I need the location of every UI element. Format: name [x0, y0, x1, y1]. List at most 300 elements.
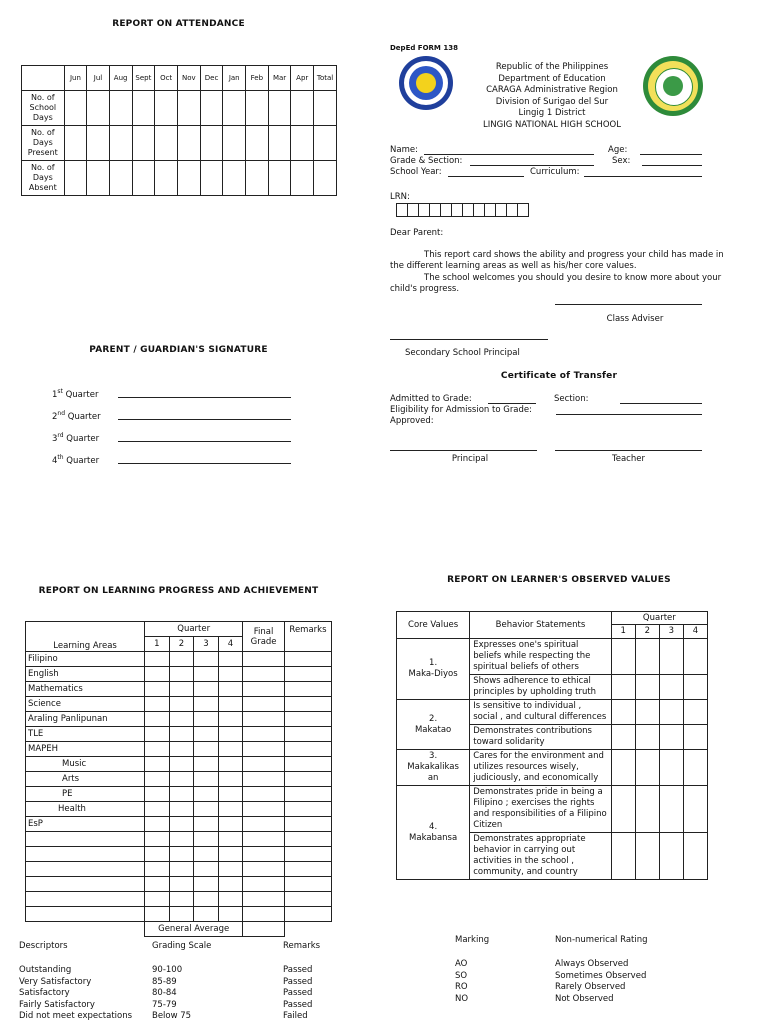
- attendance-cell[interactable]: [109, 126, 132, 161]
- grade-cell[interactable]: [284, 817, 331, 832]
- grade-cell[interactable]: [243, 892, 285, 907]
- quarter-number: 3: [194, 637, 219, 652]
- grade-label: Grade & Section:: [390, 156, 463, 166]
- principal-signature-line[interactable]: [390, 339, 548, 340]
- quarter-header: Quarter: [145, 622, 243, 637]
- rating-cell[interactable]: [659, 725, 683, 750]
- grading-cell: 85-89: [152, 976, 177, 987]
- attendance-cell[interactable]: [177, 91, 200, 126]
- grade-cell[interactable]: [145, 727, 170, 742]
- grade-cell[interactable]: [284, 862, 331, 877]
- spacer: [26, 922, 145, 937]
- rating-cell[interactable]: [611, 786, 635, 833]
- grade-cell[interactable]: [194, 907, 219, 922]
- grade-cell[interactable]: [218, 787, 243, 802]
- attendance-cell[interactable]: [268, 91, 291, 126]
- grade-cell[interactable]: [169, 697, 194, 712]
- month-header: Dec: [200, 66, 223, 91]
- transfer-teacher-label: Teacher: [612, 454, 645, 464]
- grade-cell[interactable]: [194, 787, 219, 802]
- grade-cell[interactable]: [243, 862, 285, 877]
- grading-cell: Passed: [283, 999, 313, 1010]
- grade-cell[interactable]: [194, 862, 219, 877]
- grade-cell[interactable]: [218, 832, 243, 847]
- rating-cell[interactable]: [611, 639, 635, 675]
- lrn-box[interactable]: [517, 203, 529, 217]
- adviser-signature-line[interactable]: [555, 304, 702, 305]
- grade-cell[interactable]: [194, 742, 219, 757]
- grade-cell[interactable]: [145, 697, 170, 712]
- list-item: 1st Quarter: [52, 388, 297, 410]
- grade-cell[interactable]: [145, 772, 170, 787]
- grade-cell[interactable]: [284, 712, 331, 727]
- learning-area-name: [26, 847, 145, 862]
- rating-cell[interactable]: [635, 833, 659, 880]
- grade-cell[interactable]: [169, 802, 194, 817]
- rating-cell[interactable]: [683, 750, 707, 786]
- grade-cell[interactable]: [169, 652, 194, 667]
- list-item: [455, 982, 705, 994]
- sex-field[interactable]: [642, 156, 702, 166]
- grade-cell[interactable]: [169, 742, 194, 757]
- grade-cell[interactable]: [145, 847, 170, 862]
- approved-label: Approved:: [390, 416, 434, 426]
- grade-cell[interactable]: [243, 817, 285, 832]
- grade-cell[interactable]: [284, 877, 331, 892]
- learning-area-name: Mathematics: [26, 682, 145, 697]
- attendance-cell[interactable]: [291, 126, 314, 161]
- grade-cell[interactable]: [284, 667, 331, 682]
- list-item: [19, 1011, 329, 1023]
- sy-field[interactable]: [448, 167, 524, 177]
- rating-cell[interactable]: [683, 700, 707, 725]
- marking-code: RO: [455, 982, 468, 992]
- grade-cell[interactable]: [218, 892, 243, 907]
- attendance-cell[interactable]: [246, 126, 269, 161]
- attendance-cell[interactable]: [132, 161, 155, 196]
- signature-list: [52, 388, 297, 476]
- grade-cell[interactable]: [169, 727, 194, 742]
- admitted-label: Admitted to Grade:: [390, 394, 472, 404]
- behavior-header: Behavior Statements: [470, 612, 611, 639]
- core-value: 1. Maka-Diyos: [397, 639, 470, 700]
- quarter-number: 4: [218, 637, 243, 652]
- attendance-cell[interactable]: [223, 126, 246, 161]
- rating-cell[interactable]: [611, 750, 635, 786]
- rating-cell[interactable]: [683, 639, 707, 675]
- grade-cell[interactable]: [169, 757, 194, 772]
- grading-cell: Outstanding: [19, 965, 72, 975]
- grade-cell[interactable]: [218, 667, 243, 682]
- remarks-header: Remarks: [284, 622, 331, 652]
- name-field[interactable]: [424, 145, 594, 155]
- grade-cell[interactable]: [243, 667, 285, 682]
- learning-area-name: [26, 892, 145, 907]
- header-line: Lingig 1 District: [518, 108, 586, 118]
- rating-cell[interactable]: [683, 675, 707, 700]
- grade-cell[interactable]: [284, 742, 331, 757]
- grade-cell[interactable]: [169, 772, 194, 787]
- attendance-cell[interactable]: [314, 126, 337, 161]
- table-row: [26, 667, 332, 682]
- table-row: [26, 802, 332, 817]
- attendance-cell[interactable]: [87, 126, 110, 161]
- grade-cell[interactable]: [284, 847, 331, 862]
- grade-cell[interactable]: [145, 817, 170, 832]
- attendance-cell[interactable]: [246, 161, 269, 196]
- grade-cell[interactable]: [284, 802, 331, 817]
- behavior-statement: Is sensitive to individual , social , and cultural differences: [470, 700, 611, 725]
- grade-cell[interactable]: [218, 757, 243, 772]
- rating-cell[interactable]: [659, 700, 683, 725]
- grading-header: Remarks: [283, 941, 321, 951]
- core-value: 2. Makatao: [397, 700, 470, 750]
- grade-cell[interactable]: [194, 832, 219, 847]
- quarter-number: 4: [683, 625, 707, 639]
- grade-cell[interactable]: [194, 682, 219, 697]
- grade-cell[interactable]: [194, 802, 219, 817]
- grade-cell[interactable]: [243, 832, 285, 847]
- grade-cell[interactable]: [169, 877, 194, 892]
- grade-cell[interactable]: [218, 817, 243, 832]
- grade-cell[interactable]: [169, 787, 194, 802]
- learning-areas-header: Learning Areas: [26, 622, 145, 652]
- signature-line[interactable]: [118, 432, 291, 442]
- attendance-cell[interactable]: [314, 91, 337, 126]
- grade-cell[interactable]: [243, 802, 285, 817]
- attendance-cell[interactable]: [155, 126, 178, 161]
- letter-paragraph-1: This report card shows the ability and progress your child has made in the different learning areas as well as his/her core values.: [390, 250, 724, 271]
- grade-cell[interactable]: [218, 907, 243, 922]
- rating-cell[interactable]: [611, 833, 635, 880]
- grade-cell[interactable]: [284, 697, 331, 712]
- rating-cell[interactable]: [611, 700, 635, 725]
- attendance-cell[interactable]: [291, 161, 314, 196]
- grade-cell[interactable]: [145, 712, 170, 727]
- rating-cell[interactable]: [635, 700, 659, 725]
- rating-cell[interactable]: [611, 675, 635, 700]
- grade-cell[interactable]: [243, 907, 285, 922]
- grade-cell[interactable]: [218, 802, 243, 817]
- section-field[interactable]: [620, 394, 702, 404]
- attendance-cell[interactable]: [109, 91, 132, 126]
- quarter-number: 1: [611, 625, 635, 639]
- grade-cell[interactable]: [169, 832, 194, 847]
- learning-area-name: Arts: [26, 772, 145, 787]
- table-row: [26, 742, 332, 757]
- grade-cell[interactable]: [243, 727, 285, 742]
- attendance-cell[interactable]: [177, 161, 200, 196]
- form-label: DepEd FORM 138: [390, 44, 458, 52]
- signature-line[interactable]: [118, 388, 291, 398]
- admitted-field[interactable]: [488, 394, 536, 404]
- attendance-cell[interactable]: [64, 91, 87, 126]
- attendance-cell[interactable]: [291, 91, 314, 126]
- table-row: [26, 772, 332, 787]
- month-header: Sept: [132, 66, 155, 91]
- marking-rating: Always Observed: [555, 959, 629, 969]
- learning-area-name: EsP: [26, 817, 145, 832]
- general-average-cell[interactable]: [243, 922, 285, 937]
- learning-area-name: [26, 877, 145, 892]
- progress-table: [25, 621, 332, 937]
- grade-cell[interactable]: [218, 847, 243, 862]
- learning-area-name: Music: [26, 757, 145, 772]
- grading-cell: Very Satisfactory: [19, 976, 92, 987]
- attendance-cell[interactable]: [132, 91, 155, 126]
- rating-cell[interactable]: [659, 833, 683, 880]
- grade-cell[interactable]: [243, 652, 285, 667]
- grade-cell[interactable]: [194, 847, 219, 862]
- month-header: Total: [314, 66, 337, 91]
- rating-cell[interactable]: [635, 639, 659, 675]
- rating-cell[interactable]: [659, 639, 683, 675]
- grade-cell[interactable]: [284, 832, 331, 847]
- grade-cell[interactable]: [218, 652, 243, 667]
- attendance-cell[interactable]: [200, 161, 223, 196]
- attendance-cell[interactable]: [223, 161, 246, 196]
- grade-cell[interactable]: [169, 667, 194, 682]
- behavior-statement: Cares for the environment and utilizes resources wisely, judiciously, and economically: [470, 750, 611, 786]
- behavior-statement: Demonstrates pride in being a Filipino ; exercises the rights and responsibilities of a Filipino Citizen: [470, 786, 611, 833]
- attendance-corner: [22, 66, 65, 91]
- transfer-principal-label: Principal: [451, 454, 489, 464]
- progress-title: REPORT ON LEARNING PROGRESS AND ACHIEVEMENT: [38, 586, 319, 596]
- rating-cell[interactable]: [635, 750, 659, 786]
- attendance-cell[interactable]: [223, 91, 246, 126]
- month-header: Jun: [64, 66, 87, 91]
- lrn-label: LRN:: [390, 192, 410, 202]
- behavior-statement: Demonstrates contributions toward solidarity: [470, 725, 611, 750]
- month-header: Nov: [177, 66, 200, 91]
- grade-cell[interactable]: [169, 682, 194, 697]
- grade-cell[interactable]: [218, 727, 243, 742]
- rating-cell[interactable]: [635, 786, 659, 833]
- month-header: Feb: [246, 66, 269, 91]
- table-row: [26, 817, 332, 832]
- attendance-cell[interactable]: [200, 91, 223, 126]
- marking-code: SO: [455, 970, 468, 981]
- grade-cell[interactable]: [169, 712, 194, 727]
- grade-cell[interactable]: [169, 817, 194, 832]
- grade-cell[interactable]: [218, 862, 243, 877]
- curriculum-field[interactable]: [584, 167, 702, 177]
- grade-cell[interactable]: [194, 727, 219, 742]
- table-row: [26, 757, 332, 772]
- header-line: LINGIG NATIONAL HIGH SCHOOL: [483, 119, 621, 130]
- attendance-cell[interactable]: [132, 126, 155, 161]
- rating-cell[interactable]: [683, 833, 707, 880]
- section-label: Section:: [554, 394, 589, 404]
- grade-cell[interactable]: [145, 802, 170, 817]
- eligibility-field[interactable]: [556, 405, 702, 415]
- eligibility-label: Eligibility for Admission to Grade:: [390, 405, 533, 415]
- grade-cell[interactable]: [243, 682, 285, 697]
- grade-cell[interactable]: [194, 877, 219, 892]
- grading-cell: 75-79: [152, 999, 177, 1010]
- learning-area-name: Science: [26, 697, 145, 712]
- grade-cell[interactable]: [284, 772, 331, 787]
- lrn-field[interactable]: [396, 203, 528, 215]
- grade-cell[interactable]: [145, 787, 170, 802]
- table-row: [26, 682, 332, 697]
- rating-cell[interactable]: [683, 786, 707, 833]
- grading-cell: Below 75: [152, 1011, 192, 1021]
- grade-cell[interactable]: [243, 712, 285, 727]
- grading-header: Descriptors: [19, 941, 68, 951]
- header-line: Division of Surigao del Sur: [495, 96, 609, 107]
- grade-cell[interactable]: [284, 652, 331, 667]
- list-item: 2nd Quarter: [52, 410, 297, 432]
- general-average-row: [26, 922, 332, 937]
- learning-area-name: MAPEH: [26, 742, 145, 757]
- grade-cell[interactable]: [284, 907, 331, 922]
- learning-area-name: [26, 862, 145, 877]
- adviser-label: Class Adviser: [606, 314, 664, 324]
- month-header: Jul: [87, 66, 110, 91]
- core-values-header: Core Values: [397, 612, 470, 639]
- rating-cell[interactable]: [611, 725, 635, 750]
- table-row: [26, 832, 332, 847]
- grade-cell[interactable]: [169, 847, 194, 862]
- marking-rating: Sometimes Observed: [555, 970, 647, 981]
- grade-cell[interactable]: [218, 712, 243, 727]
- attendance-cell[interactable]: [177, 126, 200, 161]
- month-header: Oct: [155, 66, 178, 91]
- grade-cell[interactable]: [194, 892, 219, 907]
- grade-cell[interactable]: [145, 682, 170, 697]
- attendance-cell[interactable]: [64, 126, 87, 161]
- grade-cell[interactable]: [243, 787, 285, 802]
- table-row: [26, 787, 332, 802]
- quarter-number: 1: [145, 637, 170, 652]
- table-row: [22, 126, 337, 161]
- values-table: [396, 611, 708, 880]
- header-line: Republic of the Philippines: [495, 62, 609, 72]
- signature-line[interactable]: [118, 410, 291, 420]
- grade-cell[interactable]: [145, 892, 170, 907]
- attendance-cell[interactable]: [268, 161, 291, 196]
- attendance-cell[interactable]: [155, 161, 178, 196]
- grade-cell[interactable]: [194, 667, 219, 682]
- grading-cell: Failed: [283, 1011, 308, 1021]
- attendance-cell[interactable]: [155, 91, 178, 126]
- table-row: [397, 639, 708, 675]
- grade-cell[interactable]: [145, 742, 170, 757]
- grade-cell[interactable]: [243, 847, 285, 862]
- grade-cell[interactable]: [169, 892, 194, 907]
- grade-cell[interactable]: [284, 682, 331, 697]
- month-header: Apr: [291, 66, 314, 91]
- attendance-title: REPORT ON ATTENDANCE: [112, 19, 245, 29]
- grade-cell[interactable]: [284, 892, 331, 907]
- attendance-cell[interactable]: [109, 161, 132, 196]
- grade-cell[interactable]: [218, 772, 243, 787]
- grade-cell[interactable]: [145, 907, 170, 922]
- table-row: [26, 907, 332, 922]
- rating-cell[interactable]: [635, 675, 659, 700]
- grade-cell[interactable]: [243, 877, 285, 892]
- attendance-cell[interactable]: [200, 126, 223, 161]
- attendance-cell[interactable]: [64, 161, 87, 196]
- grade-cell[interactable]: [218, 742, 243, 757]
- rating-cell[interactable]: [659, 750, 683, 786]
- grade-cell[interactable]: [169, 862, 194, 877]
- grade-cell[interactable]: [218, 697, 243, 712]
- behavior-statement: Shows adherence to ethical principles by upholding truth: [470, 675, 611, 700]
- grade-cell[interactable]: [194, 772, 219, 787]
- grade-cell[interactable]: [284, 757, 331, 772]
- grade-cell[interactable]: [194, 712, 219, 727]
- grade-cell[interactable]: [145, 832, 170, 847]
- grade-cell[interactable]: [218, 877, 243, 892]
- grading-cell: 80-84: [152, 988, 177, 998]
- grade-cell[interactable]: [194, 757, 219, 772]
- sy-label: School Year:: [390, 167, 442, 177]
- grade-cell[interactable]: [145, 757, 170, 772]
- rating-cell[interactable]: [683, 725, 707, 750]
- attendance-cell[interactable]: [246, 91, 269, 126]
- quarter-number: 2: [169, 637, 194, 652]
- transfer-teacher-line[interactable]: [555, 450, 702, 451]
- marking-rating: Rarely Observed: [555, 982, 626, 992]
- principal-label: Secondary School Principal: [405, 348, 520, 358]
- grade-field[interactable]: [470, 156, 594, 166]
- transfer-form: [390, 394, 702, 427]
- grade-cell[interactable]: [218, 682, 243, 697]
- rating-cell[interactable]: [659, 675, 683, 700]
- grade-cell[interactable]: [145, 667, 170, 682]
- table-row: [26, 652, 332, 667]
- rating-cell[interactable]: [659, 786, 683, 833]
- grade-cell[interactable]: [194, 817, 219, 832]
- list-item: 3rd Quarter: [52, 432, 297, 454]
- grade-cell[interactable]: [284, 727, 331, 742]
- attendance-row-label: No. of Days Present: [22, 126, 65, 161]
- learning-area-name: Filipino: [26, 652, 145, 667]
- transfer-principal-line[interactable]: [390, 450, 537, 451]
- age-field[interactable]: [640, 145, 702, 155]
- grading-cell: Satisfactory: [19, 988, 70, 998]
- signature-title: PARENT / GUARDIAN'S SIGNATURE: [89, 345, 268, 355]
- grade-cell[interactable]: [169, 907, 194, 922]
- attendance-cell[interactable]: [268, 126, 291, 161]
- grading-cell: Fairly Satisfactory: [19, 999, 95, 1010]
- grade-cell[interactable]: [243, 772, 285, 787]
- rating-cell[interactable]: [635, 725, 659, 750]
- grade-cell[interactable]: [284, 787, 331, 802]
- grade-cell[interactable]: [243, 757, 285, 772]
- grade-cell[interactable]: [194, 652, 219, 667]
- grade-cell[interactable]: [145, 652, 170, 667]
- grade-cell[interactable]: [243, 697, 285, 712]
- table-row: [397, 750, 708, 786]
- attendance-cell[interactable]: [87, 91, 110, 126]
- grade-cell[interactable]: [194, 697, 219, 712]
- attendance-cell[interactable]: [87, 161, 110, 196]
- signature-line[interactable]: [118, 454, 291, 464]
- grade-cell[interactable]: [145, 862, 170, 877]
- table-row: [26, 697, 332, 712]
- grade-cell[interactable]: [243, 742, 285, 757]
- learning-area-name: PE: [26, 787, 145, 802]
- list-item: [19, 988, 329, 1000]
- grade-cell[interactable]: [145, 877, 170, 892]
- attendance-cell[interactable]: [314, 161, 337, 196]
- list-item: [19, 977, 329, 989]
- attendance-row-label: No. of Days Absent: [22, 161, 65, 196]
- header-line: Department of Education: [498, 73, 606, 84]
